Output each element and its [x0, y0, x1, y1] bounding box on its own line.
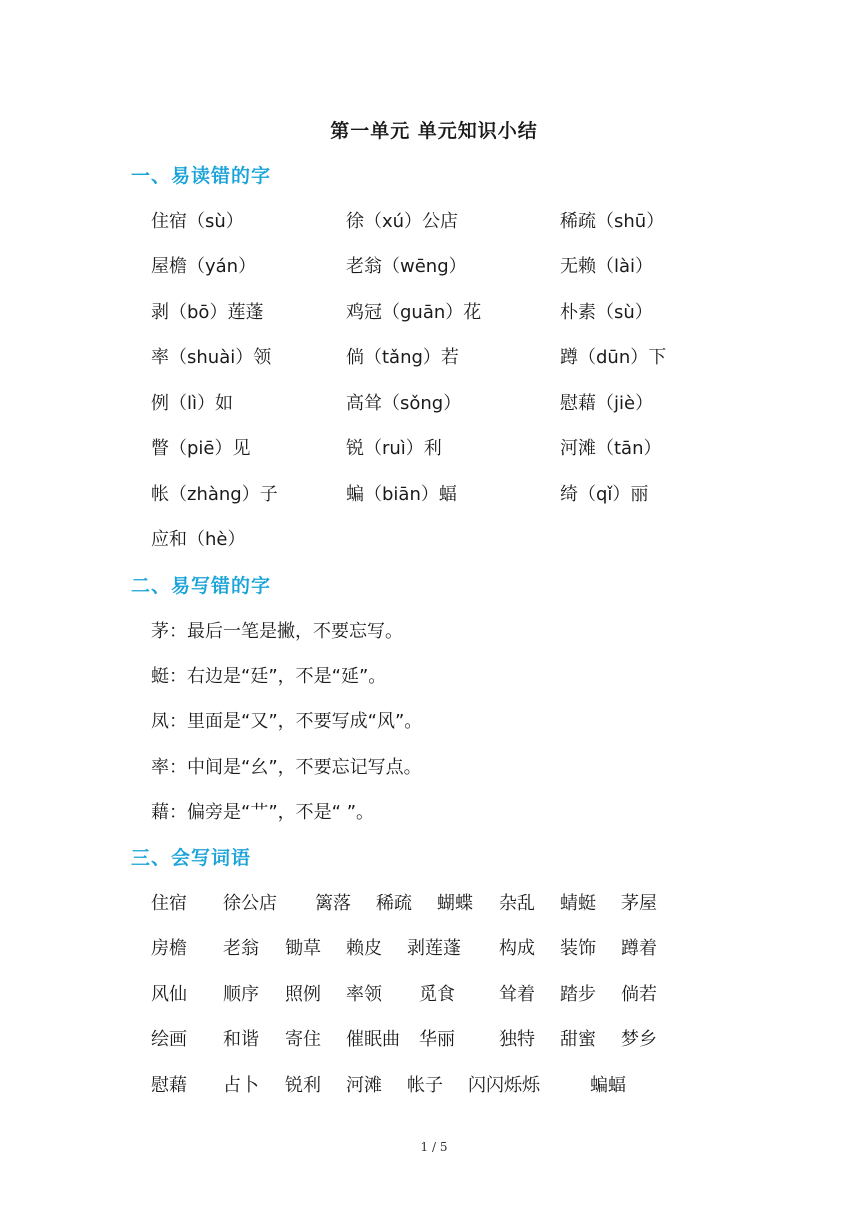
word-row [0, 298, 868, 328]
word-item: 河滩（tān） [560, 438, 662, 459]
vocab-row [0, 980, 868, 1010]
word-item: 鸡冠（guān）花 [346, 302, 482, 323]
word-item: 剥（bō）莲蓬 [151, 302, 264, 323]
vocab-item: 蝙蝠 [590, 1075, 626, 1096]
vocab-item: 赖皮 [346, 938, 382, 959]
vocab-item: 杂乱 [499, 893, 535, 914]
word-item: 高耸（sǒng） [346, 393, 462, 414]
vocab-item: 独特 [499, 1029, 535, 1050]
word-item: 绮（qǐ）丽 [560, 484, 649, 505]
word-item: 帐（zhàng）子 [151, 484, 278, 505]
vocab-item: 照例 [285, 984, 321, 1005]
vocab-item: 顺序 [223, 984, 259, 1005]
vocab-item: 帐子 [407, 1075, 443, 1096]
word-row [0, 434, 868, 464]
word-item: 屋檐（yán） [151, 256, 257, 277]
vocab-item: 慰藉 [151, 1075, 187, 1096]
vocab-row [0, 934, 868, 964]
vocab-item: 茅屋 [621, 893, 657, 914]
word-row [0, 480, 868, 510]
word-item: 徐（xú）公店 [346, 211, 459, 232]
vocab-item: 梦乡 [621, 1029, 657, 1050]
vocab-item: 住宿 [151, 893, 187, 914]
vocab-row [0, 889, 868, 919]
writing-tip: 蜓：右边是“廷”，不是“延”。 [151, 666, 387, 687]
vocab-item: 河滩 [346, 1075, 382, 1096]
page-title: 第一单元 单元知识小结 [330, 120, 538, 142]
vocab-item: 觅食 [419, 984, 455, 1005]
word-row [0, 207, 868, 237]
vocab-row [0, 1071, 868, 1101]
vocab-item: 老翁 [223, 938, 259, 959]
vocab-item: 华丽 [419, 1029, 455, 1050]
vocab-item: 装饰 [560, 938, 596, 959]
vocab-item: 构成 [499, 938, 535, 959]
vocab-item: 篱落 [315, 893, 351, 914]
vocab-item: 蝴蝶 [437, 893, 473, 914]
section-heading-miswritten: 二、易写错的字 [131, 575, 272, 597]
vocab-item: 蹲着 [621, 938, 657, 959]
vocab-item: 耸着 [499, 984, 535, 1005]
word-item: 应和（hè） [151, 529, 246, 550]
vocab-item: 倘若 [621, 984, 657, 1005]
vocab-row [0, 1025, 868, 1055]
word-item: 老翁（wēng） [346, 256, 467, 277]
vocab-item: 甜蜜 [560, 1029, 596, 1050]
vocab-item: 风仙 [151, 984, 187, 1005]
vocab-item: 占卜 [223, 1075, 259, 1096]
vocab-item: 率领 [346, 984, 382, 1005]
writing-tip: 藉：偏旁是“艹”，不是“ ”。 [151, 802, 375, 823]
word-item: 瞥（piē）见 [151, 438, 251, 459]
word-item: 蹲（dūn）下 [560, 347, 667, 368]
vocab-item: 闪闪烁烁 [468, 1075, 540, 1096]
word-item: 住宿（sù） [151, 211, 244, 232]
vocab-item: 蜻蜓 [560, 893, 596, 914]
word-item: 例（lì）如 [151, 393, 234, 414]
vocab-item: 房檐 [151, 938, 187, 959]
vocab-item: 和谐 [223, 1029, 259, 1050]
writing-tip: 茅：最后一笔是撇，不要忘写。 [151, 621, 403, 642]
word-row [0, 525, 868, 555]
vocab-item: 寄住 [285, 1029, 321, 1050]
word-item: 锐（ruì）利 [346, 438, 442, 459]
writing-tip: 凤：里面是“又”，不要写成“风”。 [151, 711, 423, 732]
word-item: 蝙（biān）蝠 [346, 484, 457, 505]
word-item: 无赖（lài） [560, 256, 654, 277]
word-item: 朴素（sù） [560, 302, 653, 323]
word-row [0, 389, 868, 419]
word-item: 稀疏（shū） [560, 211, 665, 232]
vocab-item: 剥莲蓬 [407, 938, 461, 959]
word-row [0, 343, 868, 373]
word-item: 率（shuài）领 [151, 347, 272, 368]
vocab-item: 锄草 [285, 938, 321, 959]
vocab-item: 稀疏 [376, 893, 412, 914]
section-heading-vocabulary: 三、会写词语 [131, 847, 252, 869]
page-number: 1 / 5 [420, 1140, 448, 1154]
vocab-item: 催眠曲 [346, 1029, 400, 1050]
section-heading-misread: 一、易读错的字 [131, 165, 272, 187]
word-item: 慰藉（jiè） [560, 393, 654, 414]
vocab-item: 踏步 [560, 984, 596, 1005]
vocab-item: 锐利 [285, 1075, 321, 1096]
word-item: 倘（tǎng）若 [346, 347, 459, 368]
vocab-item: 徐公店 [223, 893, 277, 914]
word-row [0, 252, 868, 282]
writing-tip: 率：中间是“幺”，不要忘记写点。 [151, 757, 422, 778]
vocab-item: 绘画 [151, 1029, 187, 1050]
